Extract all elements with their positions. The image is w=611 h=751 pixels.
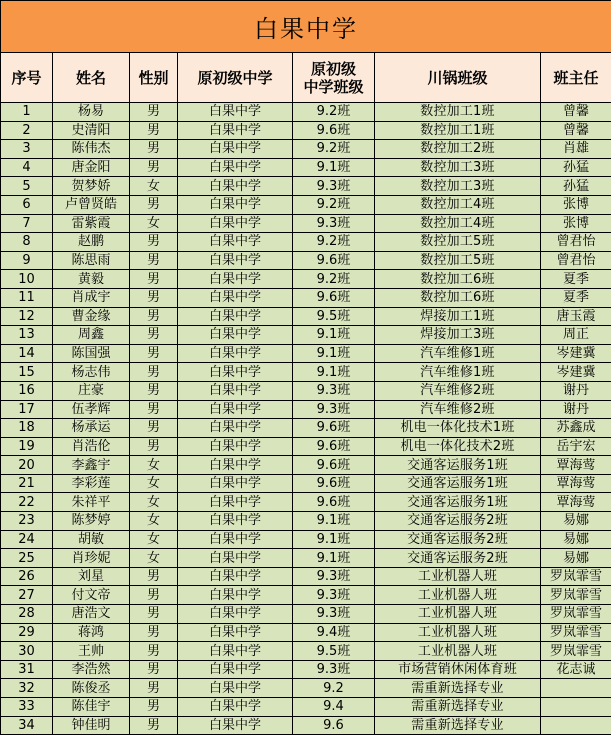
cell-school-class[interactable]: 9.2班 — [293, 233, 375, 252]
cell-teacher[interactable] — [541, 698, 611, 717]
cell-chuanguo-class[interactable]: 数控加工2班 — [375, 140, 541, 159]
cell-school[interactable]: 白果中学 — [178, 233, 293, 252]
cell-gender[interactable]: 女 — [130, 456, 178, 475]
header-index[interactable]: 序号 — [1, 53, 53, 103]
cell-chuanguo-class[interactable]: 焊接加工3班 — [375, 326, 541, 345]
cell-index[interactable]: 10 — [1, 270, 53, 289]
cell-school-class[interactable]: 9.1班 — [293, 158, 375, 177]
cell-name[interactable]: 刘星 — [53, 567, 130, 586]
cell-school-class[interactable]: 9.6班 — [293, 437, 375, 456]
cell-index[interactable]: 26 — [1, 567, 53, 586]
cell-name[interactable]: 李鑫宇 — [53, 456, 130, 475]
cell-gender[interactable]: 男 — [130, 307, 178, 326]
cell-name[interactable]: 陈思雨 — [53, 251, 130, 270]
cell-school-class[interactable]: 9.5班 — [293, 307, 375, 326]
cell-gender[interactable]: 男 — [130, 419, 178, 438]
cell-chuanguo-class[interactable]: 工业机器人班 — [375, 567, 541, 586]
table-row — [1, 251, 611, 270]
cell-school[interactable]: 白果中学 — [178, 344, 293, 363]
cell-school-class[interactable]: 9.2班 — [293, 140, 375, 159]
cell-teacher[interactable]: 肖雄 — [541, 140, 611, 159]
cell-index[interactable]: 6 — [1, 195, 53, 214]
cell-index[interactable]: 15 — [1, 363, 53, 382]
table-row — [1, 344, 611, 363]
cell-chuanguo-class[interactable]: 机电一体化技术2班 — [375, 437, 541, 456]
cell-index[interactable]: 23 — [1, 512, 53, 531]
cell-name[interactable]: 胡敏 — [53, 530, 130, 549]
cell-gender[interactable]: 男 — [130, 642, 178, 661]
cell-index[interactable]: 32 — [1, 679, 53, 698]
cell-teacher[interactable]: 花志诚 — [541, 660, 611, 679]
cell-gender[interactable]: 女 — [130, 177, 178, 196]
table-row — [1, 177, 611, 196]
cell-chuanguo-class[interactable]: 数控加工1班 — [375, 103, 541, 122]
cell-name[interactable]: 黄毅 — [53, 270, 130, 289]
cell-gender[interactable]: 男 — [130, 381, 178, 400]
cell-index[interactable]: 4 — [1, 158, 53, 177]
cell-chuanguo-class[interactable]: 焊接加工1班 — [375, 307, 541, 326]
cell-name[interactable]: 史清阳 — [53, 121, 130, 140]
cell-gender[interactable]: 女 — [130, 493, 178, 512]
cell-name[interactable]: 李彩莲 — [53, 474, 130, 493]
cell-name[interactable]: 卢曾贤皓 — [53, 195, 130, 214]
table-row — [1, 512, 611, 531]
cell-school[interactable]: 白果中学 — [178, 437, 293, 456]
cell-school-class[interactable]: 9.6班 — [293, 121, 375, 140]
cell-name[interactable]: 付文帝 — [53, 586, 130, 605]
cell-school[interactable]: 白果中学 — [178, 270, 293, 289]
cell-school[interactable]: 白果中学 — [178, 158, 293, 177]
cell-index[interactable]: 2 — [1, 121, 53, 140]
cell-teacher[interactable]: 岳宇宏 — [541, 437, 611, 456]
header-school-class[interactable]: 原初级 中学班级 — [293, 53, 375, 103]
cell-teacher[interactable]: 唐玉霞 — [541, 307, 611, 326]
sheet-title[interactable]: 白果中学 — [1, 1, 611, 53]
cell-teacher[interactable]: 罗岚霏雪 — [541, 567, 611, 586]
cell-teacher[interactable]: 易娜 — [541, 512, 611, 531]
cell-index[interactable]: 34 — [1, 716, 53, 735]
cell-school-class[interactable]: 9.6班 — [293, 251, 375, 270]
cell-gender[interactable]: 男 — [130, 103, 178, 122]
table-row — [1, 233, 611, 252]
cell-gender[interactable]: 男 — [130, 586, 178, 605]
table-row — [1, 326, 611, 345]
cell-name[interactable]: 伍孝辉 — [53, 400, 130, 419]
cell-teacher[interactable]: 夏季 — [541, 270, 611, 289]
cell-chuanguo-class[interactable]: 数控加工5班 — [375, 251, 541, 270]
table-row — [1, 716, 611, 735]
cell-school[interactable]: 白果中学 — [178, 381, 293, 400]
cell-index[interactable]: 13 — [1, 326, 53, 345]
cell-index[interactable]: 29 — [1, 623, 53, 642]
table-row — [1, 158, 611, 177]
table-row — [1, 214, 611, 233]
cell-gender[interactable]: 女 — [130, 512, 178, 531]
cell-index[interactable]: 5 — [1, 177, 53, 196]
cell-name[interactable]: 唐金阳 — [53, 158, 130, 177]
cell-school-class[interactable]: 9.3班 — [293, 567, 375, 586]
title-row — [1, 1, 611, 53]
cell-chuanguo-class[interactable]: 工业机器人班 — [375, 623, 541, 642]
cell-index[interactable]: 3 — [1, 140, 53, 159]
cell-index[interactable]: 12 — [1, 307, 53, 326]
cell-teacher[interactable]: 孙猛 — [541, 177, 611, 196]
table-row — [1, 381, 611, 400]
cell-gender[interactable]: 男 — [130, 567, 178, 586]
cell-teacher[interactable]: 谢丹 — [541, 400, 611, 419]
cell-name[interactable]: 雷紫霞 — [53, 214, 130, 233]
table-row — [1, 698, 611, 717]
cell-teacher[interactable]: 夏季 — [541, 288, 611, 307]
cell-gender[interactable]: 男 — [130, 121, 178, 140]
cell-school[interactable]: 白果中学 — [178, 177, 293, 196]
header-row — [1, 53, 611, 103]
header-school[interactable]: 原初级中学 — [178, 53, 293, 103]
cell-teacher[interactable]: 曾君怡 — [541, 251, 611, 270]
table-row — [1, 567, 611, 586]
cell-index[interactable]: 9 — [1, 251, 53, 270]
cell-school[interactable]: 白果中学 — [178, 140, 293, 159]
cell-teacher[interactable]: 岑建冀 — [541, 344, 611, 363]
cell-chuanguo-class[interactable]: 需重新选择专业 — [375, 679, 541, 698]
cell-chuanguo-class[interactable]: 交通客运服务1班 — [375, 474, 541, 493]
cell-teacher[interactable] — [541, 716, 611, 735]
cell-chuanguo-class[interactable]: 机电一体化技术1班 — [375, 419, 541, 438]
cell-chuanguo-class[interactable]: 交通客运服务1班 — [375, 493, 541, 512]
cell-gender[interactable]: 男 — [130, 158, 178, 177]
cell-teacher[interactable]: 罗岚霏雪 — [541, 586, 611, 605]
cell-name[interactable]: 赵鹏 — [53, 233, 130, 252]
cell-teacher[interactable]: 周正 — [541, 326, 611, 345]
cell-teacher[interactable]: 苏鑫成 — [541, 419, 611, 438]
table-row — [1, 623, 611, 642]
cell-gender[interactable]: 男 — [130, 195, 178, 214]
cell-school[interactable]: 白果中学 — [178, 698, 293, 717]
cell-school[interactable]: 白果中学 — [178, 326, 293, 345]
cell-gender[interactable]: 女 — [130, 549, 178, 568]
cell-school[interactable]: 白果中学 — [178, 679, 293, 698]
cell-gender[interactable]: 男 — [130, 679, 178, 698]
cell-name[interactable]: 陈国强 — [53, 344, 130, 363]
cell-school-class[interactable]: 9.1班 — [293, 530, 375, 549]
cell-teacher[interactable]: 谢丹 — [541, 381, 611, 400]
cell-index[interactable]: 24 — [1, 530, 53, 549]
cell-index[interactable]: 18 — [1, 419, 53, 438]
cell-name[interactable]: 王帅 — [53, 642, 130, 661]
cell-school-class[interactable]: 9.3班 — [293, 586, 375, 605]
cell-name[interactable]: 李浩然 — [53, 660, 130, 679]
table-row — [1, 437, 611, 456]
cell-index[interactable]: 31 — [1, 660, 53, 679]
cell-chuanguo-class[interactable]: 数控加工6班 — [375, 270, 541, 289]
cell-school[interactable]: 白果中学 — [178, 103, 293, 122]
cell-gender[interactable]: 男 — [130, 623, 178, 642]
cell-school-class[interactable]: 9.3班 — [293, 660, 375, 679]
cell-school[interactable]: 白果中学 — [178, 530, 293, 549]
table-row — [1, 660, 611, 679]
cell-school-class[interactable]: 9.4班 — [293, 623, 375, 642]
cell-index[interactable]: 14 — [1, 344, 53, 363]
cell-name[interactable]: 肖珍妮 — [53, 549, 130, 568]
table-row — [1, 605, 611, 624]
cell-school[interactable]: 白果中学 — [178, 586, 293, 605]
table-row — [1, 493, 611, 512]
cell-school[interactable]: 白果中学 — [178, 605, 293, 624]
cell-name[interactable]: 陈梦婷 — [53, 512, 130, 531]
table-row — [1, 195, 611, 214]
cell-gender[interactable]: 男 — [130, 716, 178, 735]
cell-name[interactable]: 唐浩文 — [53, 605, 130, 624]
cell-chuanguo-class[interactable]: 市场营销休闲体育班 — [375, 660, 541, 679]
cell-school[interactable]: 白果中学 — [178, 567, 293, 586]
table-row — [1, 121, 611, 140]
cell-school-class[interactable]: 9.6班 — [293, 456, 375, 475]
cell-chuanguo-class[interactable]: 数控加工6班 — [375, 288, 541, 307]
cell-index[interactable]: 19 — [1, 437, 53, 456]
cell-name[interactable]: 曹金缘 — [53, 307, 130, 326]
cell-school-class[interactable]: 9.6 — [293, 716, 375, 735]
cell-school-class[interactable]: 9.1班 — [293, 363, 375, 382]
cell-index[interactable]: 33 — [1, 698, 53, 717]
cell-school-class[interactable]: 9.6班 — [293, 288, 375, 307]
cell-teacher[interactable]: 孙猛 — [541, 158, 611, 177]
cell-chuanguo-class[interactable]: 数控加工3班 — [375, 177, 541, 196]
cell-index[interactable]: 16 — [1, 381, 53, 400]
cell-name[interactable]: 肖成宇 — [53, 288, 130, 307]
cell-school-class[interactable]: 9.1班 — [293, 344, 375, 363]
cell-school[interactable]: 白果中学 — [178, 642, 293, 661]
cell-teacher[interactable]: 张博 — [541, 214, 611, 233]
cell-school-class[interactable]: 9.1班 — [293, 326, 375, 345]
cell-chuanguo-class[interactable]: 汽车维修1班 — [375, 344, 541, 363]
cell-school[interactable]: 白果中学 — [178, 512, 293, 531]
cell-gender[interactable]: 女 — [130, 474, 178, 493]
cell-name[interactable]: 蒋鸿 — [53, 623, 130, 642]
cell-chuanguo-class[interactable]: 汽车维修2班 — [375, 381, 541, 400]
cell-school-class[interactable]: 9.5班 — [293, 642, 375, 661]
table-row — [1, 363, 611, 382]
cell-school-class[interactable]: 9.3班 — [293, 177, 375, 196]
cell-name[interactable]: 杨易 — [53, 103, 130, 122]
cell-name[interactable]: 杨志伟 — [53, 363, 130, 382]
cell-teacher[interactable]: 曾君怡 — [541, 233, 611, 252]
table-row — [1, 270, 611, 289]
cell-teacher[interactable]: 罗岚霏雪 — [541, 605, 611, 624]
cell-chuanguo-class[interactable]: 工业机器人班 — [375, 605, 541, 624]
cell-name[interactable]: 朱祥平 — [53, 493, 130, 512]
cell-name[interactable]: 肖浩伦 — [53, 437, 130, 456]
cell-school-class[interactable]: 9.2班 — [293, 270, 375, 289]
cell-school[interactable]: 白果中学 — [178, 549, 293, 568]
cell-chuanguo-class[interactable]: 数控加工4班 — [375, 214, 541, 233]
cell-school[interactable]: 白果中学 — [178, 493, 293, 512]
cell-school-class[interactable]: 9.3班 — [293, 400, 375, 419]
cell-index[interactable]: 8 — [1, 233, 53, 252]
header-name[interactable]: 姓名 — [53, 53, 130, 103]
table-row — [1, 549, 611, 568]
cell-school[interactable]: 白果中学 — [178, 716, 293, 735]
cell-chuanguo-class[interactable]: 数控加工3班 — [375, 158, 541, 177]
table-row — [1, 103, 611, 122]
cell-chuanguo-class[interactable]: 需重新选择专业 — [375, 716, 541, 735]
cell-name[interactable]: 陈伟杰 — [53, 140, 130, 159]
cell-gender[interactable]: 男 — [130, 400, 178, 419]
cell-gender[interactable]: 男 — [130, 270, 178, 289]
cell-teacher[interactable]: 覃海莺 — [541, 493, 611, 512]
cell-index[interactable]: 25 — [1, 549, 53, 568]
table-row — [1, 474, 611, 493]
cell-name[interactable]: 庄豪 — [53, 381, 130, 400]
cell-index[interactable]: 21 — [1, 474, 53, 493]
table-row — [1, 456, 611, 475]
cell-teacher[interactable]: 覃海莺 — [541, 456, 611, 475]
cell-teacher[interactable]: 罗岚霏雪 — [541, 642, 611, 661]
cell-teacher[interactable]: 覃海莺 — [541, 474, 611, 493]
cell-name[interactable]: 贺梦娇 — [53, 177, 130, 196]
cell-school-class[interactable]: 9.6班 — [293, 419, 375, 438]
cell-gender[interactable]: 男 — [130, 288, 178, 307]
cell-chuanguo-class[interactable]: 数控加工4班 — [375, 195, 541, 214]
cell-school-class[interactable]: 9.3班 — [293, 214, 375, 233]
cell-school-class[interactable]: 9.6班 — [293, 474, 375, 493]
table-row — [1, 140, 611, 159]
header-teacher[interactable]: 班主任 — [541, 53, 611, 103]
cell-teacher[interactable]: 曾馨 — [541, 121, 611, 140]
cell-index[interactable]: 20 — [1, 456, 53, 475]
cell-teacher[interactable]: 易娜 — [541, 549, 611, 568]
cell-chuanguo-class[interactable]: 工业机器人班 — [375, 642, 541, 661]
cell-gender[interactable]: 男 — [130, 437, 178, 456]
cell-index[interactable]: 22 — [1, 493, 53, 512]
cell-gender[interactable]: 女 — [130, 530, 178, 549]
cell-name[interactable]: 杨承运 — [53, 419, 130, 438]
cell-teacher[interactable]: 曾馨 — [541, 103, 611, 122]
header-gender[interactable]: 性别 — [130, 53, 178, 103]
cell-school[interactable]: 白果中学 — [178, 363, 293, 382]
cell-school[interactable]: 白果中学 — [178, 121, 293, 140]
cell-school-class[interactable]: 9.1班 — [293, 512, 375, 531]
cell-chuanguo-class[interactable]: 数控加工5班 — [375, 233, 541, 252]
cell-teacher[interactable] — [541, 679, 611, 698]
table-row — [1, 400, 611, 419]
cell-chuanguo-class[interactable]: 交通客运服务2班 — [375, 530, 541, 549]
cell-chuanguo-class[interactable]: 数控加工1班 — [375, 121, 541, 140]
table-row — [1, 530, 611, 549]
cell-index[interactable]: 1 — [1, 103, 53, 122]
cell-name[interactable]: 周鑫 — [53, 326, 130, 345]
cell-chuanguo-class[interactable]: 交通客运服务2班 — [375, 512, 541, 531]
cell-school[interactable]: 白果中学 — [178, 474, 293, 493]
table-row — [1, 288, 611, 307]
cell-school-class[interactable]: 9.6班 — [293, 493, 375, 512]
cell-school[interactable]: 白果中学 — [178, 456, 293, 475]
cell-school[interactable]: 白果中学 — [178, 195, 293, 214]
cell-teacher[interactable]: 岑建冀 — [541, 363, 611, 382]
cell-index[interactable]: 30 — [1, 642, 53, 661]
cell-school-class[interactable]: 9.1班 — [293, 549, 375, 568]
cell-gender[interactable]: 男 — [130, 251, 178, 270]
cell-gender[interactable]: 男 — [130, 605, 178, 624]
cell-school[interactable]: 白果中学 — [178, 307, 293, 326]
cell-chuanguo-class[interactable]: 汽车维修1班 — [375, 363, 541, 382]
cell-gender[interactable]: 男 — [130, 363, 178, 382]
cell-gender[interactable]: 男 — [130, 233, 178, 252]
cell-school[interactable]: 白果中学 — [178, 419, 293, 438]
table-row — [1, 307, 611, 326]
header-chuanguo-class[interactable]: 川锅班级 — [375, 53, 541, 103]
cell-chuanguo-class[interactable]: 交通客运服务2班 — [375, 549, 541, 568]
cell-name[interactable]: 钟佳明 — [53, 716, 130, 735]
cell-name[interactable]: 陈俊丞 — [53, 679, 130, 698]
cell-school-class[interactable]: 9.3班 — [293, 381, 375, 400]
cell-school-class[interactable]: 9.2班 — [293, 195, 375, 214]
table-row — [1, 586, 611, 605]
cell-gender[interactable]: 男 — [130, 698, 178, 717]
table-row — [1, 419, 611, 438]
cell-gender[interactable]: 男 — [130, 326, 178, 345]
cell-index[interactable]: 11 — [1, 288, 53, 307]
cell-school-class[interactable]: 9.2班 — [293, 103, 375, 122]
cell-name[interactable]: 陈佳宇 — [53, 698, 130, 717]
cell-chuanguo-class[interactable]: 需重新选择专业 — [375, 698, 541, 717]
cell-school[interactable]: 白果中学 — [178, 251, 293, 270]
cell-gender[interactable]: 男 — [130, 660, 178, 679]
cell-school[interactable]: 白果中学 — [178, 623, 293, 642]
cell-index[interactable]: 17 — [1, 400, 53, 419]
cell-teacher[interactable]: 罗岚霏雪 — [541, 623, 611, 642]
cell-gender[interactable]: 男 — [130, 140, 178, 159]
cell-school-class[interactable]: 9.2 — [293, 679, 375, 698]
cell-school-class[interactable]: 9.3班 — [293, 605, 375, 624]
cell-chuanguo-class[interactable]: 工业机器人班 — [375, 586, 541, 605]
cell-gender[interactable]: 女 — [130, 214, 178, 233]
cell-chuanguo-class[interactable]: 汽车维修2班 — [375, 400, 541, 419]
cell-school[interactable]: 白果中学 — [178, 400, 293, 419]
table-row — [1, 679, 611, 698]
cell-school[interactable]: 白果中学 — [178, 214, 293, 233]
cell-school[interactable]: 白果中学 — [178, 288, 293, 307]
cell-school[interactable]: 白果中学 — [178, 660, 293, 679]
cell-index[interactable]: 28 — [1, 605, 53, 624]
cell-gender[interactable]: 男 — [130, 344, 178, 363]
cell-teacher[interactable]: 张博 — [541, 195, 611, 214]
cell-chuanguo-class[interactable]: 交通客运服务1班 — [375, 456, 541, 475]
table-row — [1, 642, 611, 661]
cell-teacher[interactable]: 易娜 — [541, 530, 611, 549]
cell-school-class[interactable]: 9.4 — [293, 698, 375, 717]
cell-index[interactable]: 7 — [1, 214, 53, 233]
cell-index[interactable]: 27 — [1, 586, 53, 605]
